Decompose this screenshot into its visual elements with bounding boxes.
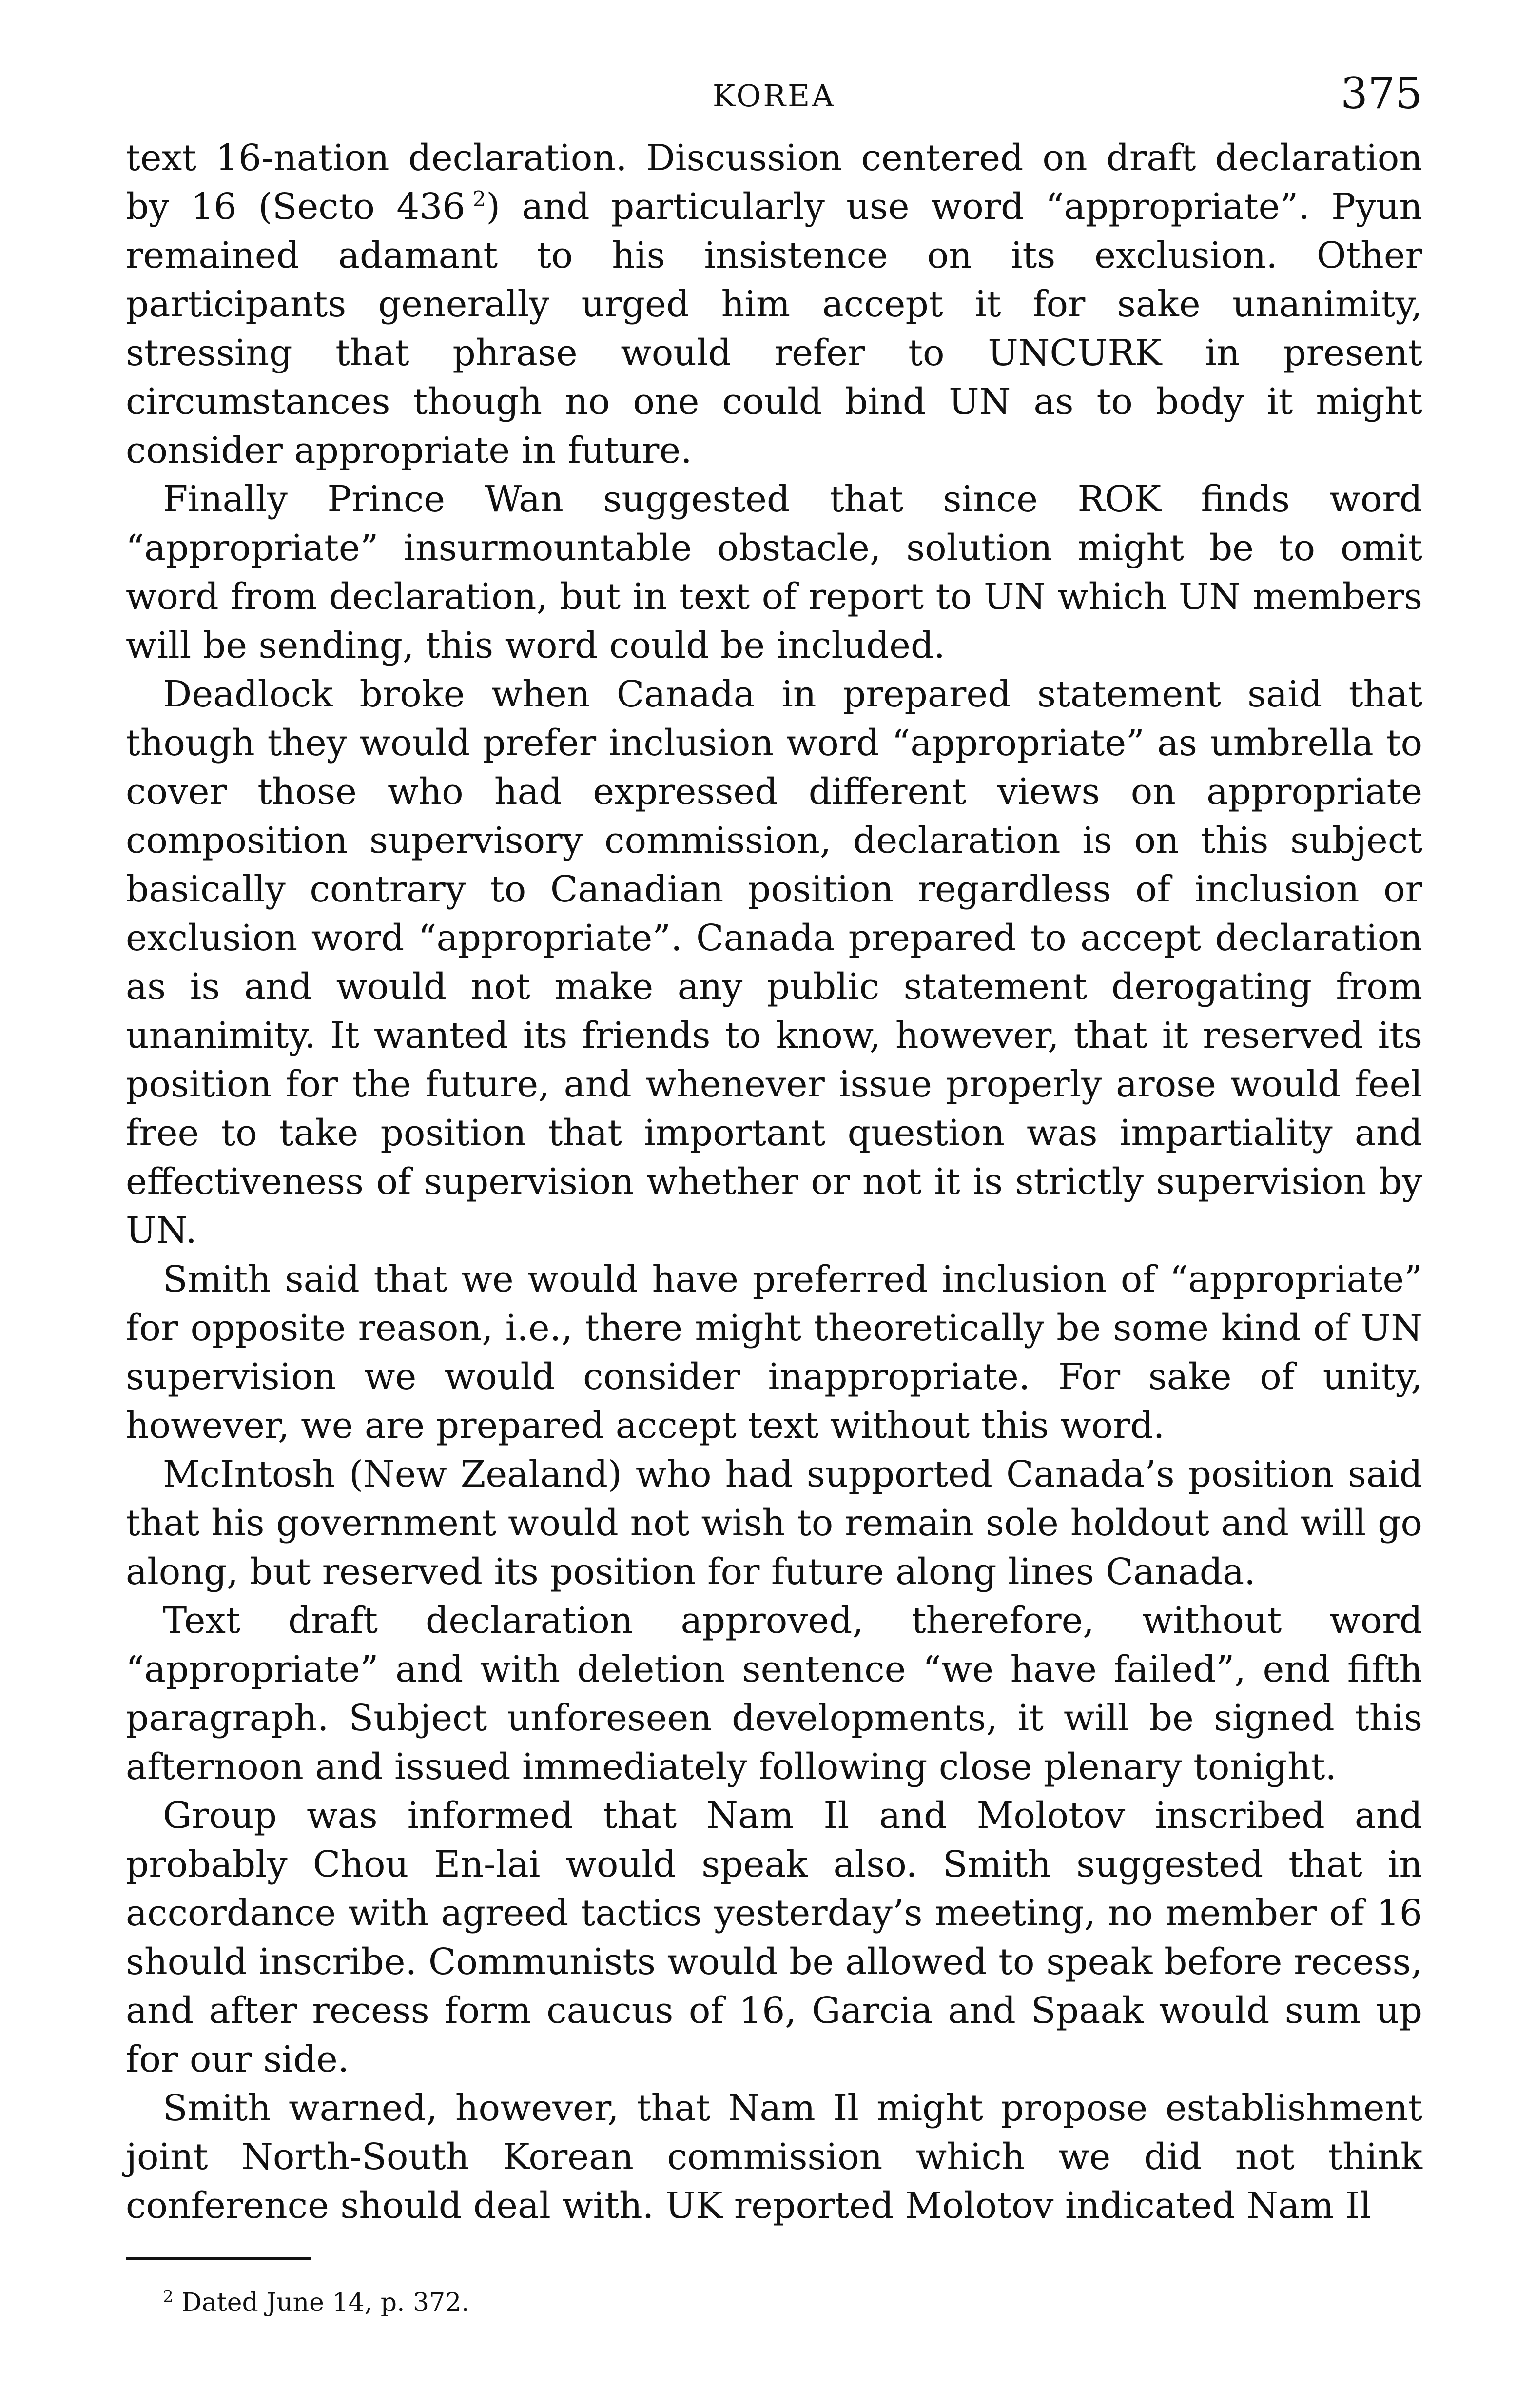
paragraph-1-text-before-ref: text 16-nation declaration. Discussion centered on draft declaration by 16 (Secto 436 bbox=[126, 137, 1422, 228]
page-number: 375 bbox=[1341, 68, 1422, 118]
paragraph-8: Smith warned, however, that Nam Il might propose establishment joint North-South Korean commission which we did not think conference should deal with. UK reported Molotov indicated Nam Il bbox=[126, 2087, 1422, 2227]
paragraph-2: Finally Prince Wan suggested that since ROK finds word “appropriate” insurmountable obstacle, solution might be to omit word from declaration, but in text of report to UN which UN members will be sending, this word could be included. bbox=[126, 478, 1422, 666]
paragraph-1 bbox=[126, 134, 1422, 475]
running-header bbox=[126, 68, 1422, 122]
footnote-reference: 2 bbox=[472, 187, 486, 212]
footnote-text: Dated June 14, p. 372. bbox=[173, 2288, 469, 2317]
paragraph-4: Smith said that we would have preferred inclusion of “appropriate” for opposite reason, i.e., there might theoretically be some kind of UN supervision we would consider inappropriate. For sake of unity, however, we are prepared accept text without this word. bbox=[126, 1258, 1422, 1447]
paragraph-7: Group was informed that Nam Il and Molotov inscribed and probably Chou En-lai would speak also. Smith suggested that in accordance with agreed tactics yesterday’s meeting, no member of 16 should inscribe. Communists would be allowed to speak before recess, and after recess form caucus of 16, Garcia and Spaak would sum up for our side. bbox=[126, 1795, 1422, 2080]
running-head-title: KOREA bbox=[712, 78, 836, 114]
footnote bbox=[126, 2286, 1422, 2319]
body-text bbox=[126, 134, 1422, 2230]
footnote-divider bbox=[126, 2257, 311, 2260]
document-page bbox=[126, 68, 1422, 2319]
paragraph-6: Text draft declaration approved, therefore, without word “appropriate” and with deletion sentence “we have failed”, end fifth paragraph. Subject unforeseen developments, it will be signed this afternoon and issued immediately following close plenary tonight. bbox=[126, 1600, 1422, 1788]
paragraph-5: McIntosh (New Zealand) who had supported Canada’s position said that his government would not wish to remain sole holdout and will go along, but reserved its position for future along lines Canada. bbox=[126, 1453, 1422, 1593]
paragraph-1-text-after-ref: ) and particularly use word “appropriate”. Pyun remained adamant to his insistence on its exclusion. Other participants generally urged him accept it for sake unanimity, stressing that phrase would refer to UNCURK in present circumstances though no one could bind UN as to body it might consider appropriate in future. bbox=[126, 186, 1422, 471]
paragraph-3: Deadlock broke when Canada in prepared statement said that though they would prefer inclusion word “appropriate” as umbrella to cover those who had expressed different views on appropriate composition supervisory commission, declaration is on this subject basically contrary to Canadian position regardless of inclusion or exclusion word “appropriate”. Canada prepared to accept declaration as is and would not make any public statement derogating from unanimity. It wanted its friends to know, however, that it reserved its position for the future, and whenever issue properly arose would feel free to take position that important question was impartiality and effectiveness of supervision whether or not it is strictly supervision by UN. bbox=[126, 673, 1422, 1252]
footnote-marker: 2 bbox=[163, 2287, 174, 2307]
